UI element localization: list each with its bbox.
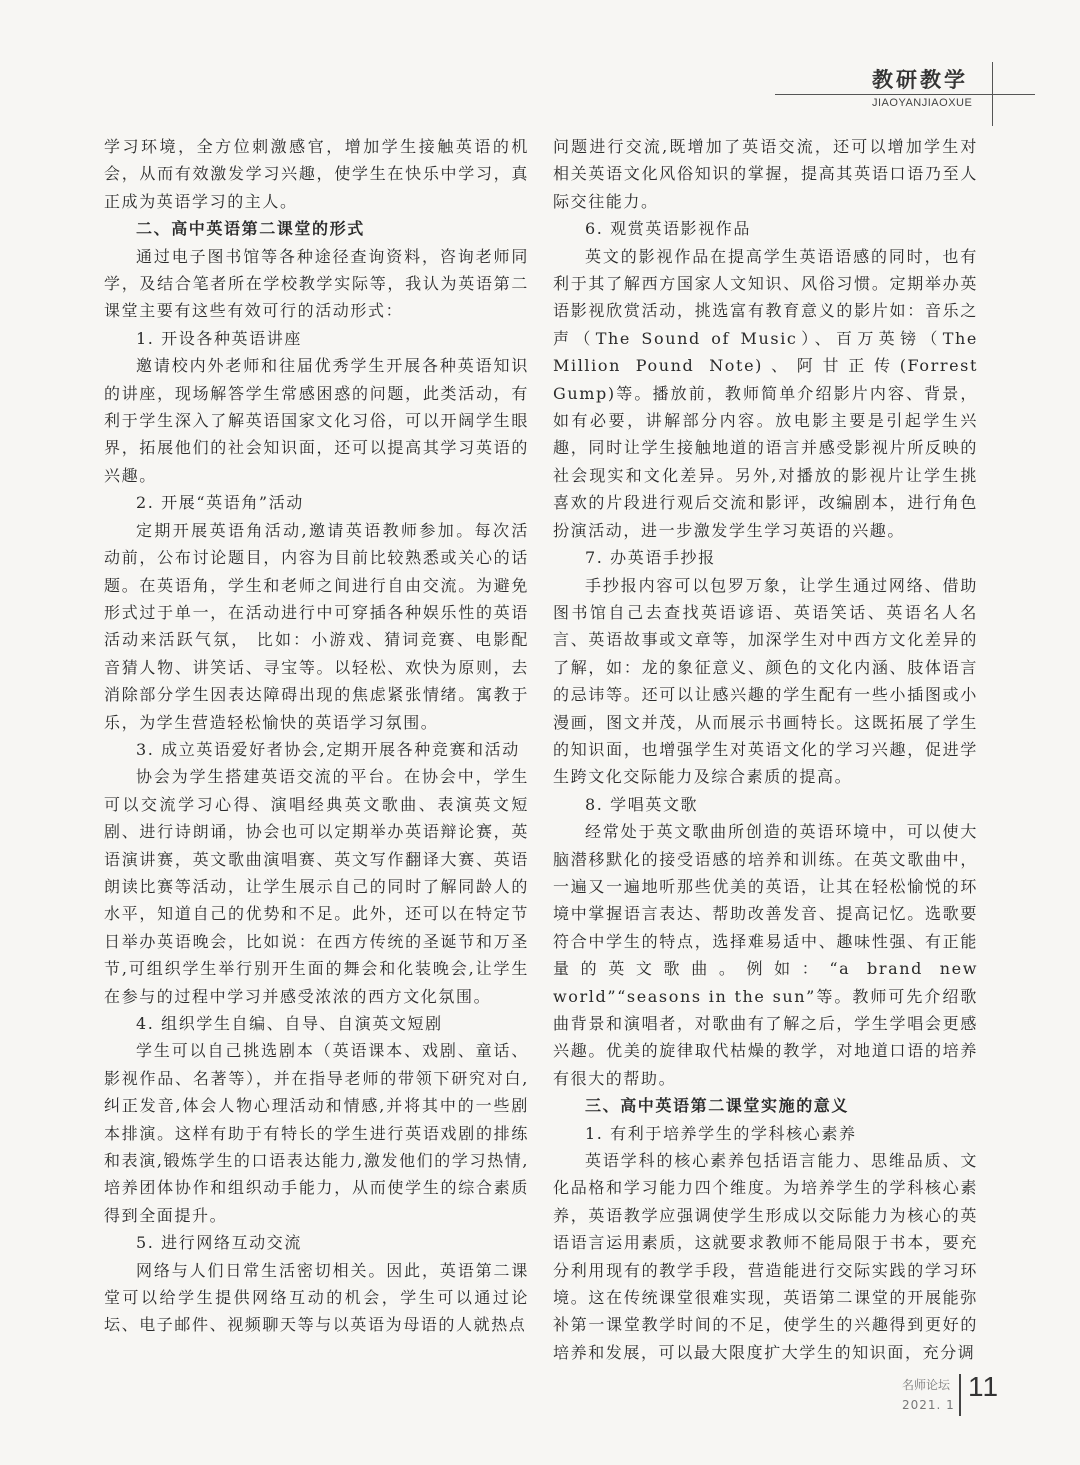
subsection-heading: 7. 办英语手抄报	[585, 548, 716, 568]
paragraph: 英文的影视作品在提高学生英语语感的同时，也有利于其了解西方国家人文知识、风俗习惯。定期举办英语影视欣赏活动，挑选富有教育意义的影片如：音乐之声（The Sound of Music）、百万英镑（The Million Pound Note)、阿甘正传(Forrest Gump)等。播放前，教师简单介绍影片内容、背景，如有必要，讲解部分内容。放电影主要是引起学生兴趣，同时让学生接触地道的语言并感受影视片所反映的社会现实和文化差异。另外,对播放的影视片让学生挑喜欢的片段进行观后交流和影评，改编剧本，进行角色扮演活动，进一步激发学生学习英语的兴趣。	[553, 246, 978, 540]
header-subtitle: JIAOYANJIAOXUE	[872, 97, 973, 109]
header-title: 教研教学	[872, 68, 968, 92]
subsection-heading: 6. 观赏英语影视作品	[585, 219, 751, 239]
subsection-heading: 4. 组织学生自编、自导、自演英文短剧	[136, 1014, 443, 1033]
continued-paragraph: 学习环境，全方位刺激感官，增加学生接触英语的机会，从而有效激发学习兴趣，使学生在快乐中学习，真正成为英语学习的主人。	[104, 137, 529, 211]
paragraph: 经常处于英文歌曲所创造的英语环境中，可以使大脑潜移默化的接受语感的培养和训练。在英文歌曲中，一遍又一遍地听那些优美的英语，让其在轻松愉悦的环境中掌握语言表达、帮助改善发音、提高记忆。选歌要符合中学生的特点，选择难易适中、趣味性强、有正能量的英文歌曲。例如：“a brand new world”“seasons in the sun”等。教师可先介绍歌曲背景和演唱者，对歌曲有了解之后，学生学唱会更感兴趣。优美的旋律取代枯燥的教学，对地道口语的培养有很大的帮助。	[553, 822, 978, 1088]
footer-magazine-name: 名师论坛	[902, 1378, 951, 1392]
subsection-heading: 2. 开展“英语角”活动	[136, 493, 304, 513]
subsection-heading: 1. 有利于培养学生的学科核心素养	[585, 1123, 857, 1143]
paragraph: 手抄报内容可以包罗万象，让学生通过网络、借助图书馆自己去查找英语谚语、英语笑话、英语名人名言、英语故事或文章等，加深学生对中西方文化差异的了解，如：龙的象征意义、颜色的文化内涵、肢体语言的忌讳等。还可以让感兴趣的学生配有一些小插图或小漫画，图文并茂，从而展示书画特长。这既拓展了学生的知识面，也增强学生对英语文化的学习兴趣，促进学生跨文化交际能力及综合素质的提高。	[553, 575, 978, 787]
subsection-heading: 8. 学唱英文歌	[585, 794, 699, 814]
paragraph: 邀请校内外老师和往届优秀学生开展各种英语知识的讲座，现场解答学生常感困惑的问题，此类活动，有利于学生深入了解英语国家文化习俗，可以开阔学生眼界，拓展他们的社会知识面，还可以提高其学习英语的兴趣。	[104, 356, 529, 485]
paragraph: 协会为学生搭建英语交流的平台。在协会中，学生可以交流学习心得、演唱经典英文歌曲、表演英文短剧、进行诗朗诵，协会也可以定期举办英语辩论赛，英语演讲赛，英文歌曲演唱赛、英文写作翻译大赛、英语朗读比赛等活动，让学生展示自己的同时了解同龄人的水平，知道自己的优势和不足。此外，还可以在特定节日举办英语晚会，比如说：在西方传统的圣诞节和万圣节,可组织学生举行别开生面的舞会和化装晚会,让学生在参与的过程中学习并感受浓浓的西方文化氛围。	[104, 767, 529, 1006]
right-column	[553, 133, 978, 1366]
paragraph: 网络与人们日常生活密切相关。因此，英语第二课堂可以给学生提供网络互动的机会，学生可以通过论坛、电子邮件、视频聊天等与以英语为母语的人就热点	[104, 1260, 529, 1335]
paragraph: 通过电子图书馆等各种途径查询资料，咨询老师同学，及结合笔者所在学校教学实际等，我认为英语第二课堂主要有这些有效可行的活动形式：	[104, 246, 529, 321]
footer-rule	[959, 1374, 961, 1416]
header-horizontal-rule	[775, 94, 1035, 95]
paragraph: 定期开展英语角活动,邀请英语教师参加。每次活动前，公布讨论题目，内容为目前比较熟悉或关心的话题。在英语角，学生和老师之间进行自由交流。为避免形式过于单一，在活动进行中可穿插各种娱乐性的英语活动来活跃气氛， 比如：小游戏、猜词竞赛、电影配音猜人物、讲笑话、寻宝等。以轻松、欢快为原则，去消除部分学生因表达障碍出现的焦虑紧张情绪。寓教于乐，为学生营造轻松愉快的英语学习氛围。	[104, 520, 529, 732]
subsection-heading: 1. 开设各种英语讲座	[136, 328, 302, 348]
section-heading: 二、高中英语第二课堂的形式	[136, 219, 365, 239]
paragraph: 学生可以自己挑选剧本（英语课本、戏剧、童话、影视作品、名著等），并在指导老师的带领下研究对白,纠正发音,体会人物心理活动和情感,并将其中的一些剧本排演。这样有助于有特长的学生进行英语戏剧的排练和表演,锻炼学生的口语表达能力,激发他们的学习热情,培养团体协作和组织动手能力，从而使学生的综合素质得到全面提升。	[104, 1041, 529, 1225]
section-heading: 三、高中英语第二课堂实施的意义	[585, 1096, 850, 1116]
left-column	[104, 133, 529, 1339]
continued-paragraph: 问题进行交流,既增加了英语交流，还可以增加学生对相关英语文化风俗知识的掌握，提高其英语口语乃至人际交往能力。	[553, 137, 978, 211]
subsection-heading: 3. 成立英语爱好者协会,定期开展各种竞赛和活动	[136, 739, 520, 759]
page-number: 11	[968, 1371, 1000, 1402]
subsection-heading: 5. 进行网络互动交流	[136, 1233, 302, 1253]
footer-issue: 2021. 1	[902, 1398, 955, 1412]
paragraph: 英语学科的核心素养包括语言能力、思维品质、文化品格和学习能力四个维度。为培养学生的学科核心素养，英语教学应强调使学生形成以交际能力为核心的英语语言运用素质，这就要求教师不能局限于书本，要充分利用现有的教学手段，营造能进行交际实践的学习环境。这在传统课堂很难实现，英语第二课堂的开展能弥补第一课堂教学时间的不足，使学生的兴趣得到更好的培养和发展，可以最大限度扩大学生的知识面，充分调	[553, 1151, 978, 1362]
